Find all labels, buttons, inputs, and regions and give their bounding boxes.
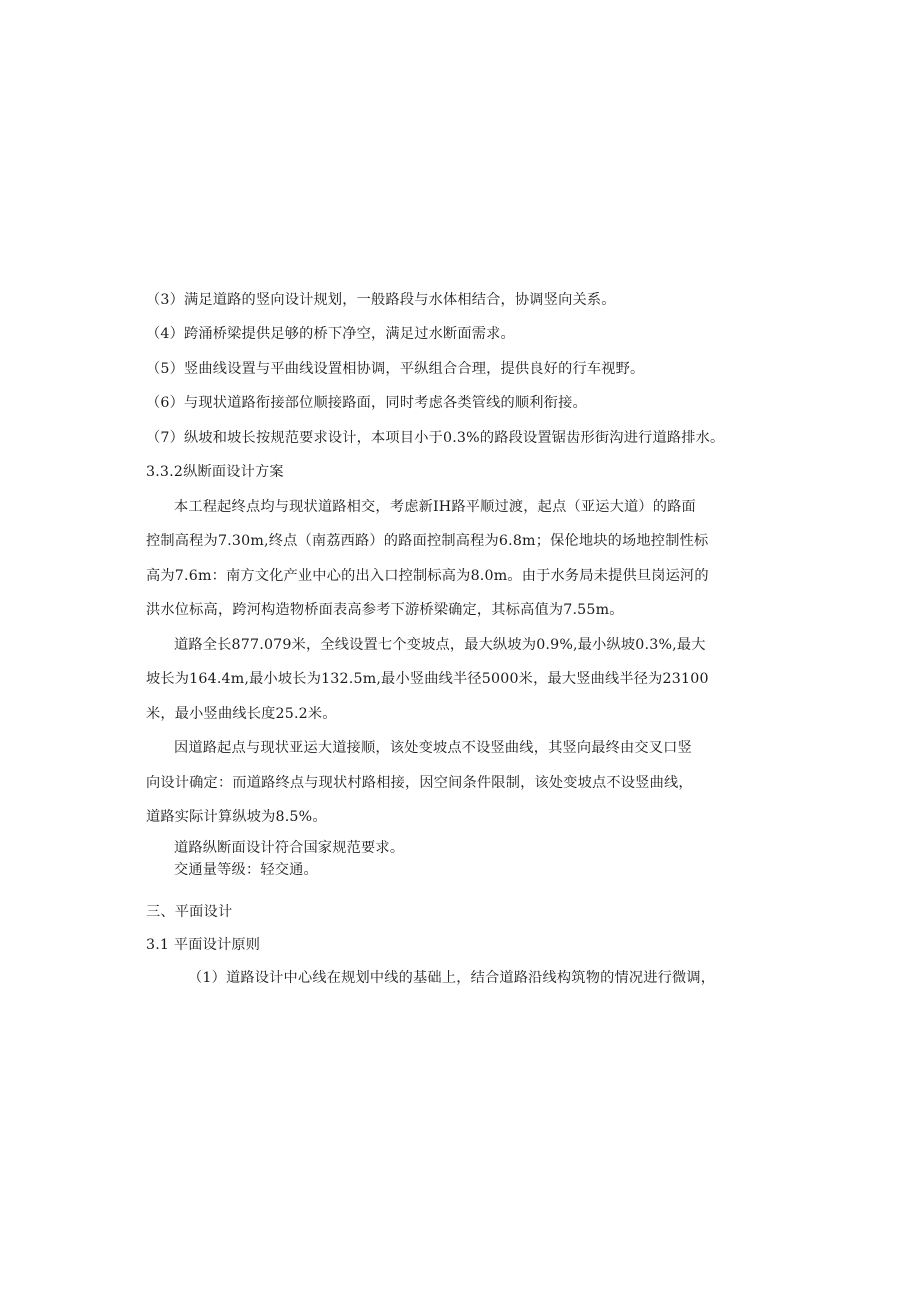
- paragraph-line: 道路实际计算纵坡为8.5%。: [146, 809, 327, 825]
- paragraph-line: 米，最小竖曲线长度25.2米。: [146, 706, 337, 722]
- paragraph-line: 本工程起终点均与现状道路相交，考虑新IH路平顺过渡，起点（亚运大道）的路面: [174, 499, 696, 515]
- paragraph-line: 道路全长877.079米，全线设置七个变坡点，最大纵坡为0.9%,最小纵坡0.3%,最大: [174, 637, 706, 653]
- paragraph-line: 洪水位标高，跨河构造物桥面表高参考下游桥梁确定，其标高值为7.55m。: [146, 602, 624, 618]
- section-heading: 3.1 平面设计原则: [146, 937, 261, 953]
- paragraph-line: 因道路起点与现状亚运大道接顺，该处变坡点不设竖曲线，其竖向最终由交叉口竖: [174, 740, 692, 756]
- paragraph-line: （5）竖曲线设置与平曲线设置相协调，平纵组合合理，提供良好的行车视野。: [146, 361, 645, 377]
- chapter-heading: 三、平面设计: [146, 904, 233, 920]
- paragraph-line: 坡长为164.4m,最小坡长为132.5m,最小竖曲线半径5000米，最大竖曲线半径为23100: [146, 671, 709, 687]
- paragraph-line: （6）与现状道路衔接部位顺接路面，同时考虑各类管线的顺利衔接。: [146, 395, 587, 411]
- paragraph-line: 交通量等级：轻交通。: [174, 862, 318, 878]
- paragraph-line: 道路纵断面设计符合国家规范要求。: [174, 840, 405, 856]
- paragraph-line: （7）纵坡和坡长按规范要求设计，本项目小于0.3%的路段设置锯齿形街沟进行道路排水。: [146, 430, 725, 446]
- section-heading: 3.3.2纵断面设计方案: [146, 464, 284, 480]
- paragraph-line: 控制高程为7.30m,终点（南荔西路）的路面控制高程为6.8m；保伦地块的场地控制性标: [146, 533, 709, 549]
- paragraph-line: 向设计确定：而道路终点与现状村路相接，因空间条件限制，该处变坡点不设竖曲线，: [146, 775, 693, 791]
- paragraph-line: （3）满足道路的竖向设计规划，一般路段与水体相结合，协调竖向关系。: [146, 292, 616, 308]
- paragraph-line: （4）跨涌桥梁提供足够的桥下净空，满足过水断面需求。: [146, 326, 515, 342]
- paragraph-line: （1）道路设计中心线在规划中线的基础上，结合道路沿线构筑物的情况进行微调，: [188, 970, 716, 986]
- paragraph-line: 高为7.6m：南方文化产业中心的出入口控制标高为8.0m。由于水务局未提供旦岗运河的: [146, 568, 709, 584]
